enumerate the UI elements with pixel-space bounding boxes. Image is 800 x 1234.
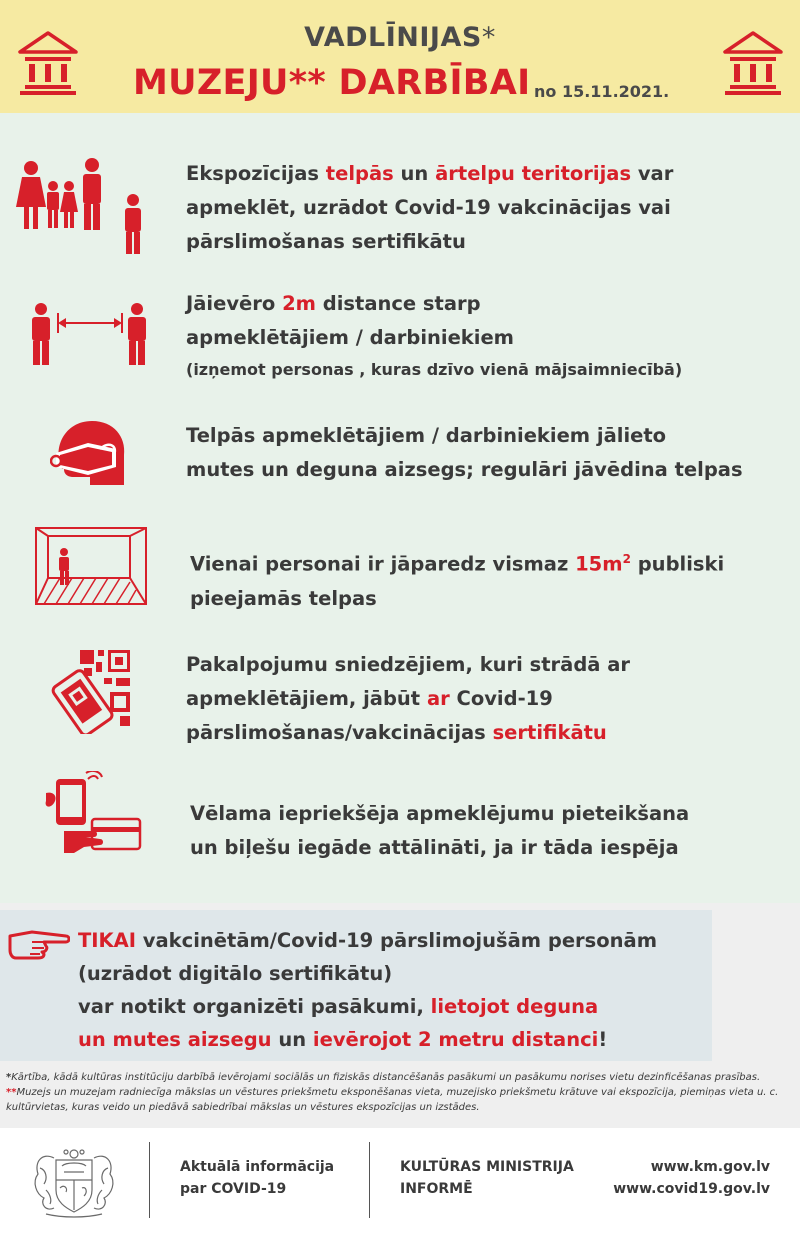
- footer-ministry: KULTŪRAS MINISTRIJA INFORMĒ: [400, 1159, 574, 1197]
- room-space-icon: [34, 526, 148, 606]
- guideline-text: Telpās apmeklētājiem / darbiniekiem jālieto mutes un deguna aizsegs; regulāri jāvēdina telpas: [186, 424, 743, 481]
- distance-icon: [30, 303, 154, 367]
- footer-divider: [369, 1142, 370, 1218]
- guideline-text: Vēlama iepriekšēja apmeklējumu pieteikšana un biļešu iegāde attālināti, ja ir tāda iespēja: [190, 802, 690, 859]
- guideline-text: Ekspozīcijas telpās un ārtelpu teritorijas var apmeklēt, uzrādot Covid-19 vakcinācijas vai pārslimošanas sertifikātu: [186, 162, 674, 253]
- footnote-1: *Kārtība, kādā kultūras institūciju darbībā ievērojami sociālās un fiziskās distancēšanās pasākumi un pasākumu norises vietu dezinficēšanas prasības.: [6, 1072, 761, 1083]
- title-date: no 15.11.2021.: [534, 82, 670, 101]
- footer-link-covid19[interactable]: www.covid19.gov.lv: [613, 1181, 770, 1197]
- notice-text: TIKAI vakcinētām/Covid-19 pārslimojušām personām (uzrādot digitālo sertifikātu) var notikt organizēti pasākumi, lietojot deguna un mutes aizsegu un ievērojot 2 metru distanci!: [78, 929, 658, 1051]
- qr-phone-icon: [50, 648, 134, 734]
- title-guidelines: VADLĪNIJAS*: [304, 22, 496, 53]
- phone-card-icon: [40, 771, 144, 857]
- footer-divider: [149, 1142, 150, 1218]
- footnote-2: **Muzejs un muzejam radniecīga mākslas un vēstures priekšmetu eksponēšanas vieta, muzejisko priekšmetu krātuve vai ekspozīcija, piemiņas vieta u. c.: [6, 1087, 779, 1098]
- pointing-hand-icon: [8, 924, 70, 960]
- family-icon: [16, 157, 152, 257]
- footnotes: [6, 1070, 796, 1115]
- guideline-note: (izņemot personas , kuras dzīvo vienā mājsaimniecībā): [186, 360, 683, 379]
- guidelines-panel: [0, 113, 800, 903]
- header-banner: [0, 0, 800, 113]
- guideline-text: Jāievēro 2m distance starp apmeklētājiem / darbiniekiem (izņemot personas , kuras dzīvo vienā mājsaimniecībā): [186, 287, 682, 385]
- notice-box: [0, 910, 712, 1061]
- footer-links: [613, 1156, 770, 1200]
- guideline-text: Vienai personai ir jāparedz vismaz $15m^2$ publiski pieejamās telpas: [190, 552, 725, 610]
- coat-of-arms-icon: [26, 1142, 122, 1218]
- footer: [0, 1128, 800, 1234]
- footer-info: Aktuālā informācija par COVID-19: [180, 1159, 335, 1197]
- title-museum-operations: MUZEJU** DARBĪBAI: [133, 63, 531, 103]
- footnote-2-cont: kultūrvietas, kuras veido un piedāvā sabiedrībai mākslas un vēstures ekspozīcijas un izstādes.: [6, 1102, 480, 1113]
- face-mask-icon: [50, 419, 130, 491]
- guideline-text: Pakalpojumu sniedzējiem, kuri strādā ar apmeklētājiem, jābūt ar Covid-19 pārslimošanas/vakcinācijas sertifikātu: [186, 653, 631, 744]
- footer-link-km[interactable]: www.km.gov.lv: [650, 1159, 770, 1175]
